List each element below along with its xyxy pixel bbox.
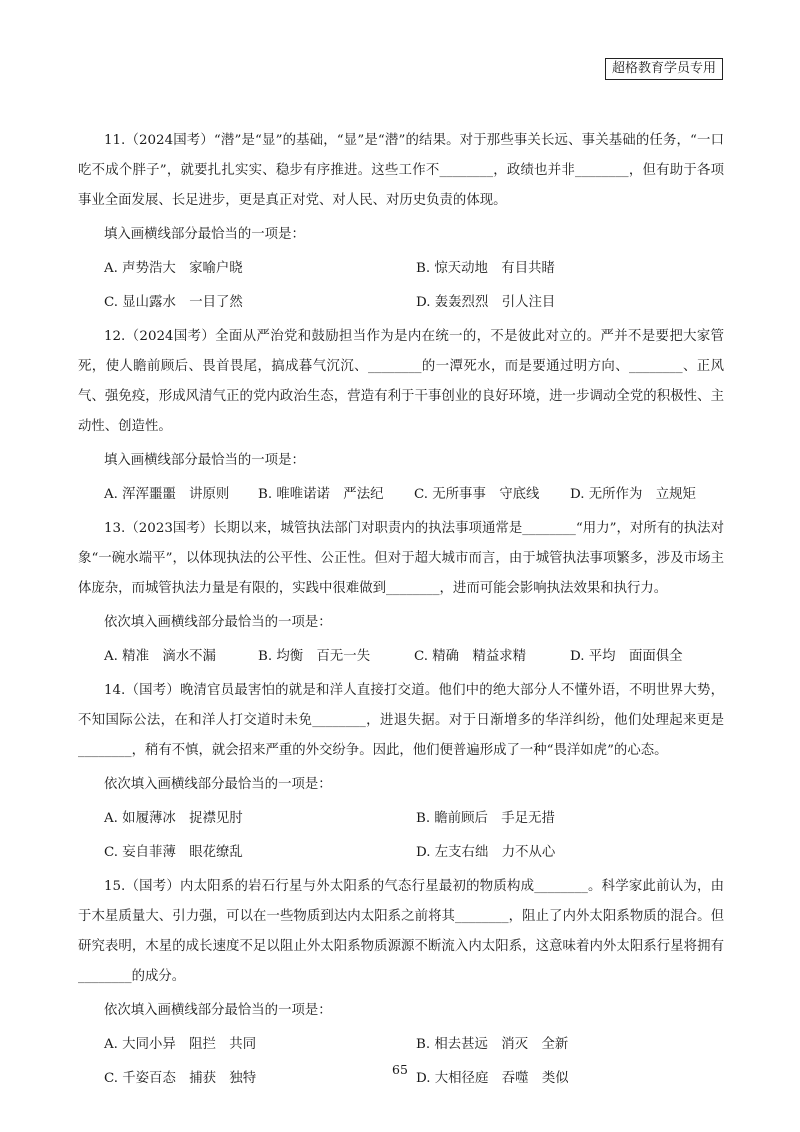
question-12: [78, 322, 724, 510]
question-stem: 11.（2024国考）“潜”是“显”的基础，“显”是“潜”的结果。对于那些事关长远、事关基础的任务，“一口吃不成个胖子”，就要扎扎实实、稳步有序推进。这些工作不________，政绩也并非________，但有助于各项事业全面发展、长足进步，更是真正对党、对人民、对历史负责的体现。: [78, 133, 724, 208]
options-row: [78, 804, 724, 834]
question-list: [78, 126, 724, 1098]
option-c[interactable]: C. 千姿百态 捕获 独特: [104, 1071, 257, 1086]
options-row: [78, 1030, 724, 1060]
option-b[interactable]: B. 均衡 百无一失: [258, 649, 371, 664]
option-a[interactable]: A. 声势浩大 家喻户晓: [104, 261, 243, 276]
question-stem: 12.（2024国考）全面从严治党和鼓励担当作为是内在统一的，不是彼此对立的。严并不是要把大家管死，使人瞻前顾后、畏首畏尾，搞成暮气沉沉、________的一潭死水，而是要通过明方向、________、正风气、强免疫，形成风清气正的党内政治生态，营造有利于干事创业的良好环境，进一步调动全党的积极性、主动性、创造性。: [78, 329, 724, 434]
question-stem: 15.（国考）内太阳系的岩石行星与外太阳系的气态行星最初的物质构成________。科学家此前认为，由于木星质量大、引力强，可以在一些物质到达内太阳系之前将其________，阻止了内外太阳系物质的混合。但研究表明，木星的成长速度不足以阻止外太阳系物质源源不断流入内太阳系，这意味着内外太阳系行星将拥有________的成分。: [78, 879, 724, 984]
question-instruction: 依次填入画横线部分最恰当的一项是：: [104, 615, 332, 630]
options-row: [78, 838, 724, 868]
question-14: [78, 676, 724, 868]
option-d[interactable]: D. 平均 面面俱全: [570, 649, 683, 664]
header-tag: 超格教育学员专用: [605, 58, 723, 80]
option-a[interactable]: A. 精准 滴水不漏: [104, 649, 216, 664]
option-c[interactable]: C. 精确 精益求精: [414, 649, 527, 664]
question-stem: 13.（2023国考）长期以来，城管执法部门对职责内的执法事项通常是________“用力”，对所有的执法对象“一碗水端平”，以体现执法的公平性、公正性。但对于超大城市而言，由于城管执法事项繁多，涉及市场主体庞杂，而城管执法力量是有限的，实践中很难做到________，进而可能会影响执法效果和执行力。: [78, 521, 724, 596]
option-b[interactable]: B. 惊天动地 有目共睹: [416, 261, 555, 276]
question-15: [78, 872, 724, 1094]
options-row: [78, 480, 724, 510]
option-a[interactable]: A. 大同小异 阻拦 共同: [104, 1037, 257, 1052]
options-row: [78, 288, 724, 318]
option-d[interactable]: D. 左支右绌 力不从心: [416, 845, 556, 860]
options-row: [78, 642, 724, 672]
question-11: [78, 126, 724, 318]
options-row: [78, 254, 724, 284]
option-b[interactable]: B. 唯唯诺诺 严法纪: [258, 487, 384, 502]
question-instruction: 依次填入画横线部分最恰当的一项是：: [104, 777, 332, 792]
page-number: 65: [392, 1062, 408, 1077]
question-instruction: 填入画横线部分最恰当的一项是：: [104, 227, 305, 242]
option-b[interactable]: B. 相去甚远 消灭 全新: [416, 1037, 569, 1052]
question-13: [78, 514, 724, 672]
question-stem: 14.（国考）晚清官员最害怕的就是和洋人直接打交道。他们中的绝大部分人不懂外语，不明世界大势，不知国际公法，在和洋人打交道时未免________，进退失据。对于日渐增多的华洋纠纷，他们处理起来更是________，稍有不慎，就会招来严重的外交纷争。因此，他们便普遍形成了一种“畏洋如虎”的心态。: [78, 683, 724, 758]
option-c[interactable]: C. 显山露水 一目了然: [104, 295, 243, 310]
option-c[interactable]: C. 妄自菲薄 眼花缭乱: [104, 845, 243, 860]
option-a[interactable]: A. 如履薄冰 捉襟见肘: [104, 811, 243, 826]
question-instruction: 依次填入画横线部分最恰当的一项是：: [104, 1003, 332, 1018]
option-c[interactable]: C. 无所事事 守底线: [414, 487, 540, 502]
option-b[interactable]: B. 瞻前顾后 手足无措: [416, 811, 555, 826]
option-d[interactable]: D. 轰轰烈烈 引人注目: [416, 295, 556, 310]
option-d[interactable]: D. 大相径庭 吞噬 类似: [416, 1071, 569, 1086]
question-instruction: 填入画横线部分最恰当的一项是：: [104, 453, 305, 468]
option-d[interactable]: D. 无所作为 立规矩: [570, 487, 696, 502]
option-a[interactable]: A. 浑浑噩噩 讲原则: [104, 487, 230, 502]
